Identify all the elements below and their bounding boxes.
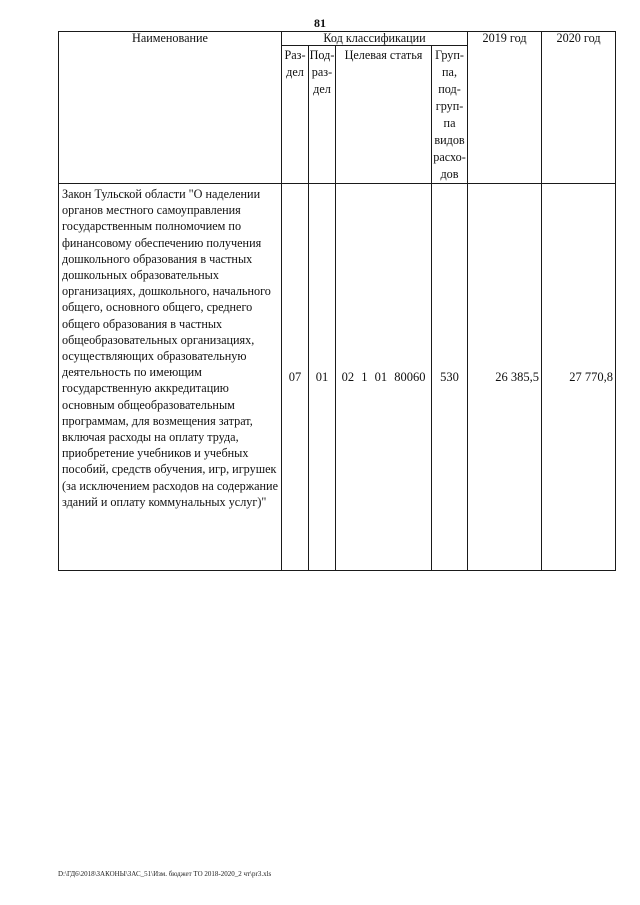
footer-file-path: D:\ГД6\2018\ЗАКОНЫ\ЗАС_51\Изм. бюджет ТО 2018-2020_2 чт\pr3.xls [58,870,272,878]
row-amount-2020: 27 770,8 [542,184,616,571]
header-year-2020: 2020 год [542,32,616,184]
header-section [282,46,309,184]
row-expense-group: 530 [432,184,468,571]
row-target-article: 02 1 01 80060 [336,184,432,571]
budget-table [58,31,616,571]
header-target-article-text: Целевая статья [344,48,423,62]
header-subsection-text: Под-раз-дел [309,48,335,96]
header-name: Наименование [59,32,282,184]
row-name: Закон Тульской области "О наделении органов местного самоуправления государственным полномочием по финансовому обеспечению получения дошкольного образования в частных дошкольных образовательных организациях, дошкольного, начального общего, основного общего, среднего общего образования в частных общеобразовательных организациях, осуществляющих образовательную деятельность по имеющим государственную аккредитацию основным общеобразовательным программам, для возмещения затрат, включая расходы на оплату труда, приобретение учебников и учебных пособий, средств обучения, игр, игрушек (за исключением расходов на содержание зданий и оплату коммунальных услуг)" [59,184,282,571]
header-section-text: Раз-дел [284,48,306,79]
header-row-top [59,32,616,46]
page-number: 81 [314,16,326,30]
row-section: 07 [282,184,309,571]
header-target-article [336,46,432,184]
header-year-2019: 2019 год [468,32,542,184]
table-row [59,184,616,571]
header-classification-code: Код классификации [282,32,468,46]
header-subsection [309,46,336,184]
header-expense-group [432,46,468,184]
header-expense-group-text: Груп-па, под-груп-па видов расхо-дов [433,48,466,181]
row-subsection: 01 [309,184,336,571]
row-amount-2019: 26 385,5 [468,184,542,571]
